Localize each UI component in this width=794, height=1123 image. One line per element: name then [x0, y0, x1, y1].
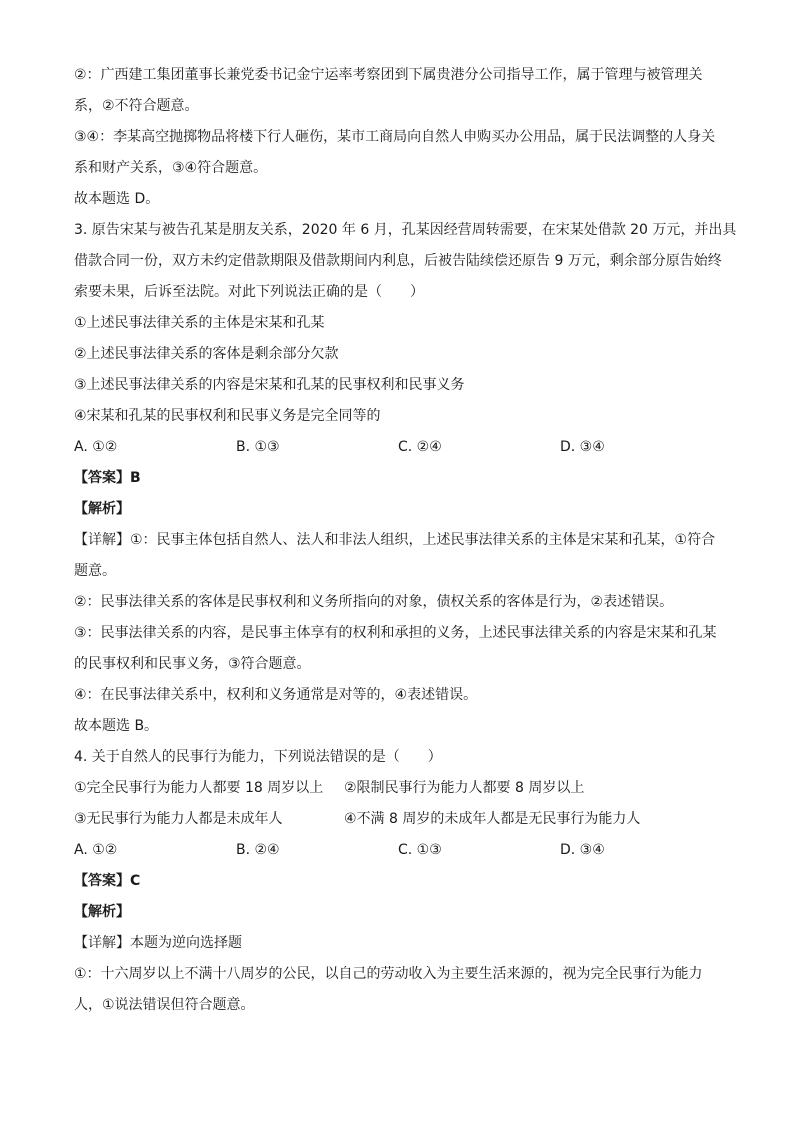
- text-line: 系，②不符合题意。: [74, 98, 199, 114]
- text-line: 故本题选 D。: [74, 191, 160, 207]
- statement-3: ③无民事行为能力人都是未成年人: [74, 811, 283, 827]
- detail-line: 人，①说法错误但符合题意。: [74, 997, 255, 1013]
- text-line: 系和财产关系，③④符合题意。: [74, 160, 268, 176]
- question-3-statement: ④宋某和孔某的民事权利和民事义务是完全同等的: [74, 408, 381, 424]
- option-d: D. ③④: [560, 439, 605, 455]
- option-a: A. ①②: [74, 842, 118, 858]
- option-b: B. ①③: [236, 439, 280, 455]
- question-3-stem: 3. 原告宋某与被告孔某是朋友关系，2020 年 6 月，孔某因经营周转需要，在宋某处借款 20 万元，并出具: [74, 222, 737, 238]
- option-c: C. ②④: [398, 439, 442, 455]
- detail-line: ③：民事法律关系的内容，是民事主体享有的权利和承担的义务，上述民事法律关系的内容是宋某和孔某: [74, 625, 717, 641]
- detail-line: 【详解】①：民事主体包括自然人、法人和非法人组织，上述民事法律关系的主体是宋某和孔某，①符合: [74, 532, 716, 548]
- statement-2: ②限制民事行为能力人都要 8 周岁以上: [344, 780, 585, 796]
- question-3-options: [74, 432, 724, 463]
- question-3-statement: ③上述民事法律关系的内容是宋某和孔某的民事权利和民事义务: [74, 377, 465, 393]
- question-3-stem: 借款合同一份，双方未约定借款期限及借款期间内利息，后被告陆续偿还原告 9 万元，剩余部分原告始终: [74, 253, 722, 269]
- option-b: B. ②④: [236, 842, 280, 858]
- option-a: A. ①②: [74, 439, 118, 455]
- detail-line: 的民事权利和民事义务，③符合题意。: [74, 656, 311, 672]
- question-4-options: [74, 835, 724, 866]
- question-3-stem: 索要未果，后诉至法院。对此下列说法正确的是（ ）: [74, 284, 424, 300]
- detail-line: 故本题选 B。: [74, 718, 159, 734]
- question-4-statements: [74, 773, 724, 804]
- text-line: ③④：李某高空抛掷物品将楼下行人砸伤，某市工商局向自然人申购买办公用品，属于民法调整的人身关: [74, 129, 716, 145]
- detail-line: 【详解】本题为逆向选择题: [74, 935, 242, 951]
- detail-line: ②：民事法律关系的客体是民事权利和义务所指向的对象，债权关系的客体是行为，②表述错误。: [74, 594, 674, 610]
- detail-line: ④：在民事法律关系中，权利和义务通常是对等的，④表述错误。: [74, 687, 478, 703]
- detail-line: ①：十六周岁以上不满十八周岁的公民，以自己的劳动收入为主要生活来源的，视为完全民事行为能力: [74, 966, 703, 982]
- analysis-label: 【解析】: [74, 904, 130, 920]
- question-4-stem: 4. 关于自然人的民事行为能力，下列说法错误的是（ ）: [74, 749, 442, 765]
- statement-1: ①完全民事行为能力人都要 18 周岁以上: [74, 780, 324, 796]
- analysis-label: 【解析】: [74, 501, 130, 517]
- question-4-statements: [74, 804, 724, 835]
- question-3-statement: ①上述民事法律关系的主体是宋某和孔某: [74, 315, 325, 331]
- answer-label: 【答案】C: [74, 873, 141, 889]
- document-page: [74, 60, 737, 1021]
- question-3-statement: ②上述民事法律关系的客体是剩余部分欠款: [74, 346, 339, 362]
- text-line: ②：广西建工集团董事长兼党委书记金宁运率考察团到下属贵港分公司指导工作，属于管理与被管理关: [74, 67, 703, 83]
- option-d: D. ③④: [560, 842, 605, 858]
- detail-line: 题意。: [74, 563, 116, 579]
- answer-label: 【答案】B: [74, 470, 141, 486]
- statement-4: ④不满 8 周岁的未成年人都是无民事行为能力人: [344, 811, 641, 827]
- option-c: C. ①③: [398, 842, 442, 858]
